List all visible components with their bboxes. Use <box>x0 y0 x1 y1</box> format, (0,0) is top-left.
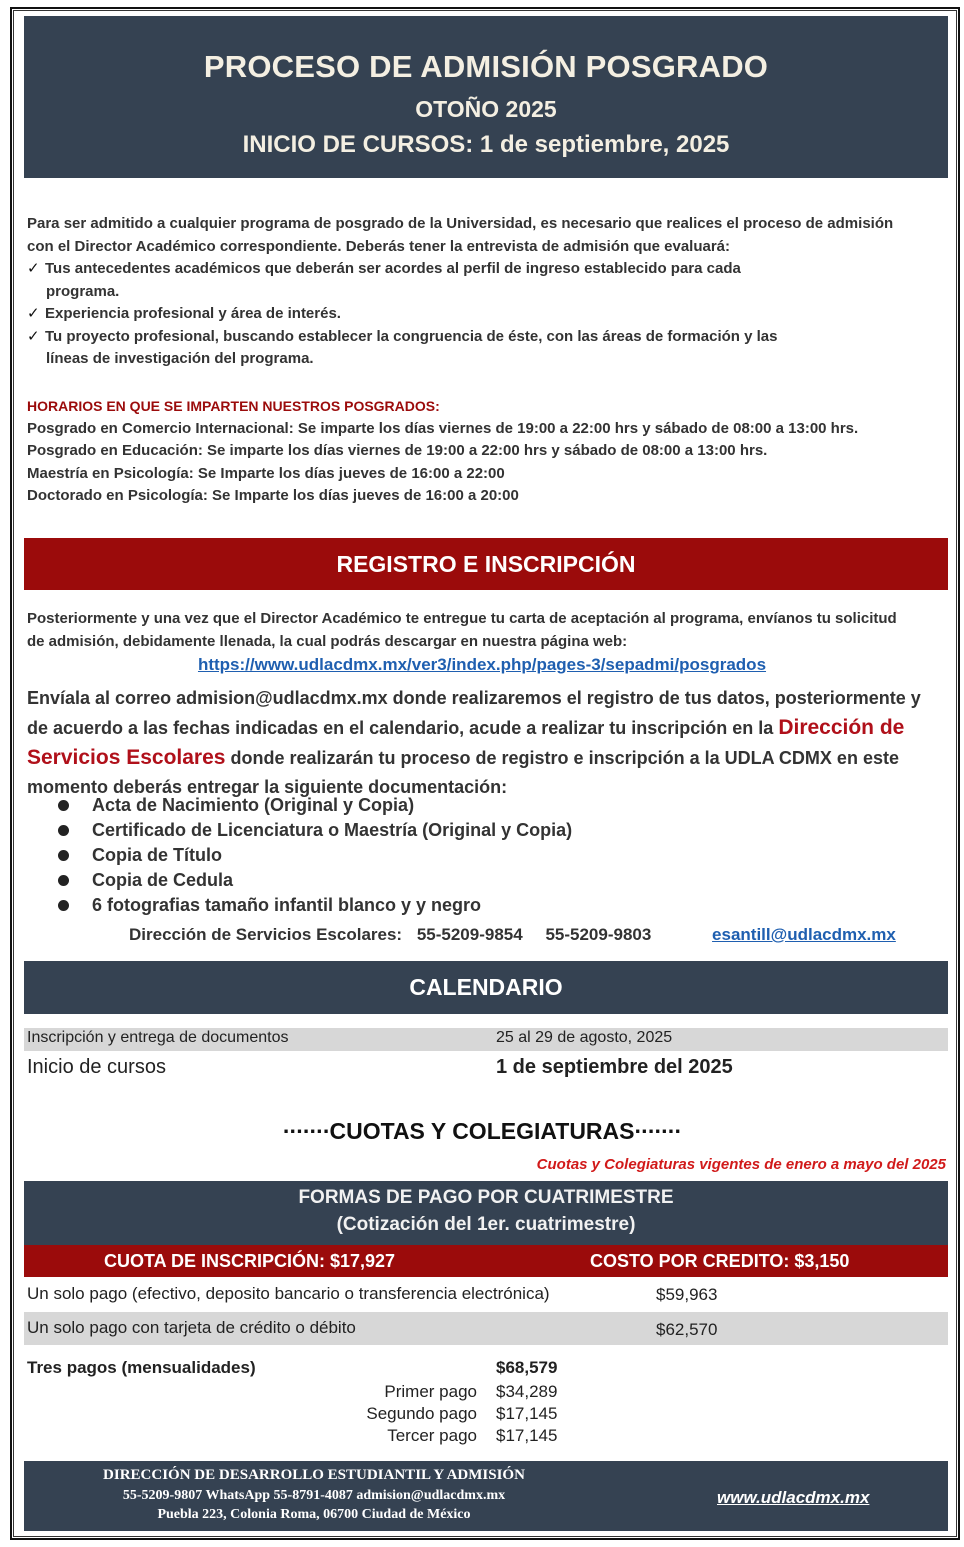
document-item: Copia de Título <box>55 843 755 868</box>
registro-paragraph <box>27 684 942 802</box>
checklist-item <box>27 326 932 371</box>
payment-value: $59,963 <box>656 1285 718 1304</box>
three-payments <box>27 1358 627 1453</box>
document-item: Copia de Cedula <box>55 868 755 893</box>
schedule-line: Posgrado en Educación: Se imparte los días viernes de 19:00 a 22:00 hrs y sábado de 08:00 a 13:00 hrs. <box>27 442 768 459</box>
document-item: 6 fotografias tamaño infantil blanco y y negro <box>55 893 755 918</box>
servicios-contact <box>129 925 929 945</box>
payment-row <box>24 1280 948 1309</box>
contact-label: Dirección de Servicios Escolares: <box>129 925 403 944</box>
installment-label: Tercer pago <box>387 1426 477 1445</box>
schedule-section <box>27 395 937 508</box>
registro-line-2: de admisión, debidamente llenada, la cual podrás descargar en nuestra página web: <box>27 632 628 650</box>
installment-label: Primer pago <box>384 1382 477 1401</box>
phone-2: 55-5209-9803 <box>545 925 652 944</box>
schedule-heading: HORARIOS EN QUE SE IMPARTEN NUESTROS POSGRADOS: <box>27 398 440 414</box>
document-item: Acta de Nacimiento (Original y Copia) <box>55 793 755 818</box>
intro-line-1: Para ser admitido a cualquier programa de posgrado de la Universidad, es necesario que realices el proceso de admisión <box>27 215 894 232</box>
document-item: Certificado de Licenciatura o Maestría (Original y Copia) <box>55 818 755 843</box>
payment-label: Un solo pago con tarjeta de crédito o débito <box>27 1318 356 1337</box>
three-payments-label: Tres pagos (mensualidades) <box>27 1358 256 1377</box>
fee-band <box>24 1245 948 1277</box>
intro-line-2: con el Director Académico correspondiente. Deberás tener la entrevista de admisión que evaluará: <box>27 237 731 255</box>
schedule-line: Maestría en Psicología: Se Imparte los días jueves de 16:00 a 22:00 <box>27 464 505 482</box>
contact-email-link[interactable]: esantill@udlacdmx.mx <box>712 925 896 944</box>
payment-header <box>24 1181 948 1245</box>
checklist-text-cont: líneas de investigación del programa. <box>46 350 314 367</box>
credit-cost: COSTO POR CREDITO: $3,150 <box>590 1251 850 1271</box>
dots-right: ······· <box>634 1118 682 1144</box>
season-label: OTOÑO 2025 <box>415 96 557 122</box>
registro-link-wrap <box>0 655 964 675</box>
checklist-item <box>27 258 932 303</box>
payment-header-subtitle: (Cotización del 1er. cuatrimestre) <box>336 1214 636 1235</box>
payment-row <box>24 1312 948 1345</box>
calendar-row <box>24 1053 948 1083</box>
posgrados-link[interactable]: https://www.udlacdmx.mx/ver3/index.php/pages-3/sepadmi/posgrados <box>197 655 767 674</box>
footer <box>24 1461 948 1531</box>
header-banner <box>24 16 948 178</box>
calendar-value: 25 al 29 de agosto, 2025 <box>496 1029 673 1046</box>
inscripcion-fee: CUOTA DE INSCRIPCIÓN: $17,927 <box>104 1251 396 1271</box>
checklist-text: Experiencia profesional y área de interés. <box>45 305 341 322</box>
cuotas-title <box>0 1118 964 1145</box>
calendar-value: 1 de septiembre del 2025 <box>496 1056 733 1078</box>
calendar-row <box>24 1028 948 1051</box>
calendar-label: Inicio de cursos <box>27 1056 166 1078</box>
installment-value: $17,145 <box>496 1404 558 1423</box>
calendar-label: Inscripción y entrega de documentos <box>27 1029 289 1046</box>
checklist-text: Tu proyecto profesional, buscando establecer la congruencia de éste, con las áreas de formación y las <box>45 327 778 345</box>
cuotas-note: Cuotas y Colegiaturas vigentes de enero a mayo del 2025 <box>536 1156 946 1173</box>
servicios-escolares-highlight: Dirección de Servicios Escolares <box>27 716 905 769</box>
checklist-text-cont: programa. <box>46 282 120 300</box>
footer-address: Puebla 223, Colonia Roma, 06700 Ciudad de México <box>157 1507 471 1522</box>
checklist-item <box>27 303 932 326</box>
footer-department: DIRECCIÓN DE DESARROLLO ESTUDIANTIL Y ADMISIÓN <box>103 1467 525 1483</box>
payment-label: Un solo pago (efectivo, deposito bancario o transferencia electrónica) <box>27 1284 550 1303</box>
registro-text-a: Envíala al correo admision@udlacdmx.mx donde realizaremos el registro de tus datos, posteriormente y de acuerdo a las fechas indicadas en el calendario, acude a realizar tu inscripción en la <box>27 688 921 738</box>
installment-label: Segundo pago <box>366 1404 477 1423</box>
phone-1: 55-5209-9854 <box>416 925 523 944</box>
intro-section <box>27 213 932 371</box>
start-date: INICIO DE CURSOS: 1 de septiembre, 2025 <box>242 131 730 158</box>
checklist-text: Tus antecedentes académicos que deberán ser acordes al perfil de ingreso establecido para cada <box>45 260 741 277</box>
footer-contacts: 55-5209-9807 WhatsApp 55-8791-4087 admision@udlacdmx.mx <box>122 1488 506 1503</box>
registro-band: REGISTRO E INSCRIPCIÓN <box>24 538 948 590</box>
three-payments-total: $68,579 <box>496 1358 558 1377</box>
calendario-band: CALENDARIO <box>24 961 948 1014</box>
registro-text-b: donde realizarán tu proceso de registro e inscripción a la UDLA CDMX en este momento deberás entregar la siguiente documentación: <box>27 748 899 797</box>
page-title: PROCESO DE ADMISIÓN POSGRADO <box>203 49 769 84</box>
schedule-line: Posgrado en Comercio Internacional: Se imparte los días viernes de 19:00 a 22:00 hrs y sábado de 08:00 a 13:00 hrs. <box>27 419 859 437</box>
footer-website-link[interactable]: www.udlacdmx.mx <box>717 1488 870 1507</box>
cuotas-title-text: CUOTAS Y COLEGIATURAS <box>329 1118 635 1144</box>
documents-list <box>55 793 755 918</box>
registro-intro <box>27 608 937 653</box>
installment-value: $34,289 <box>496 1382 558 1401</box>
payment-header-title: FORMAS DE PAGO POR CUATRIMESTRE <box>298 1187 674 1208</box>
payment-value: $62,570 <box>656 1320 718 1339</box>
schedule-line: Doctorado en Psicología: Se Imparte los días jueves de 16:00 a 20:00 <box>27 487 519 504</box>
registro-line-1: Posteriormente y una vez que el Director Académico te entregue tu carta de aceptación al programa, envíanos tu solicitud <box>27 610 897 627</box>
dots-left: ······· <box>282 1118 330 1144</box>
installment-value: $17,145 <box>496 1426 558 1445</box>
